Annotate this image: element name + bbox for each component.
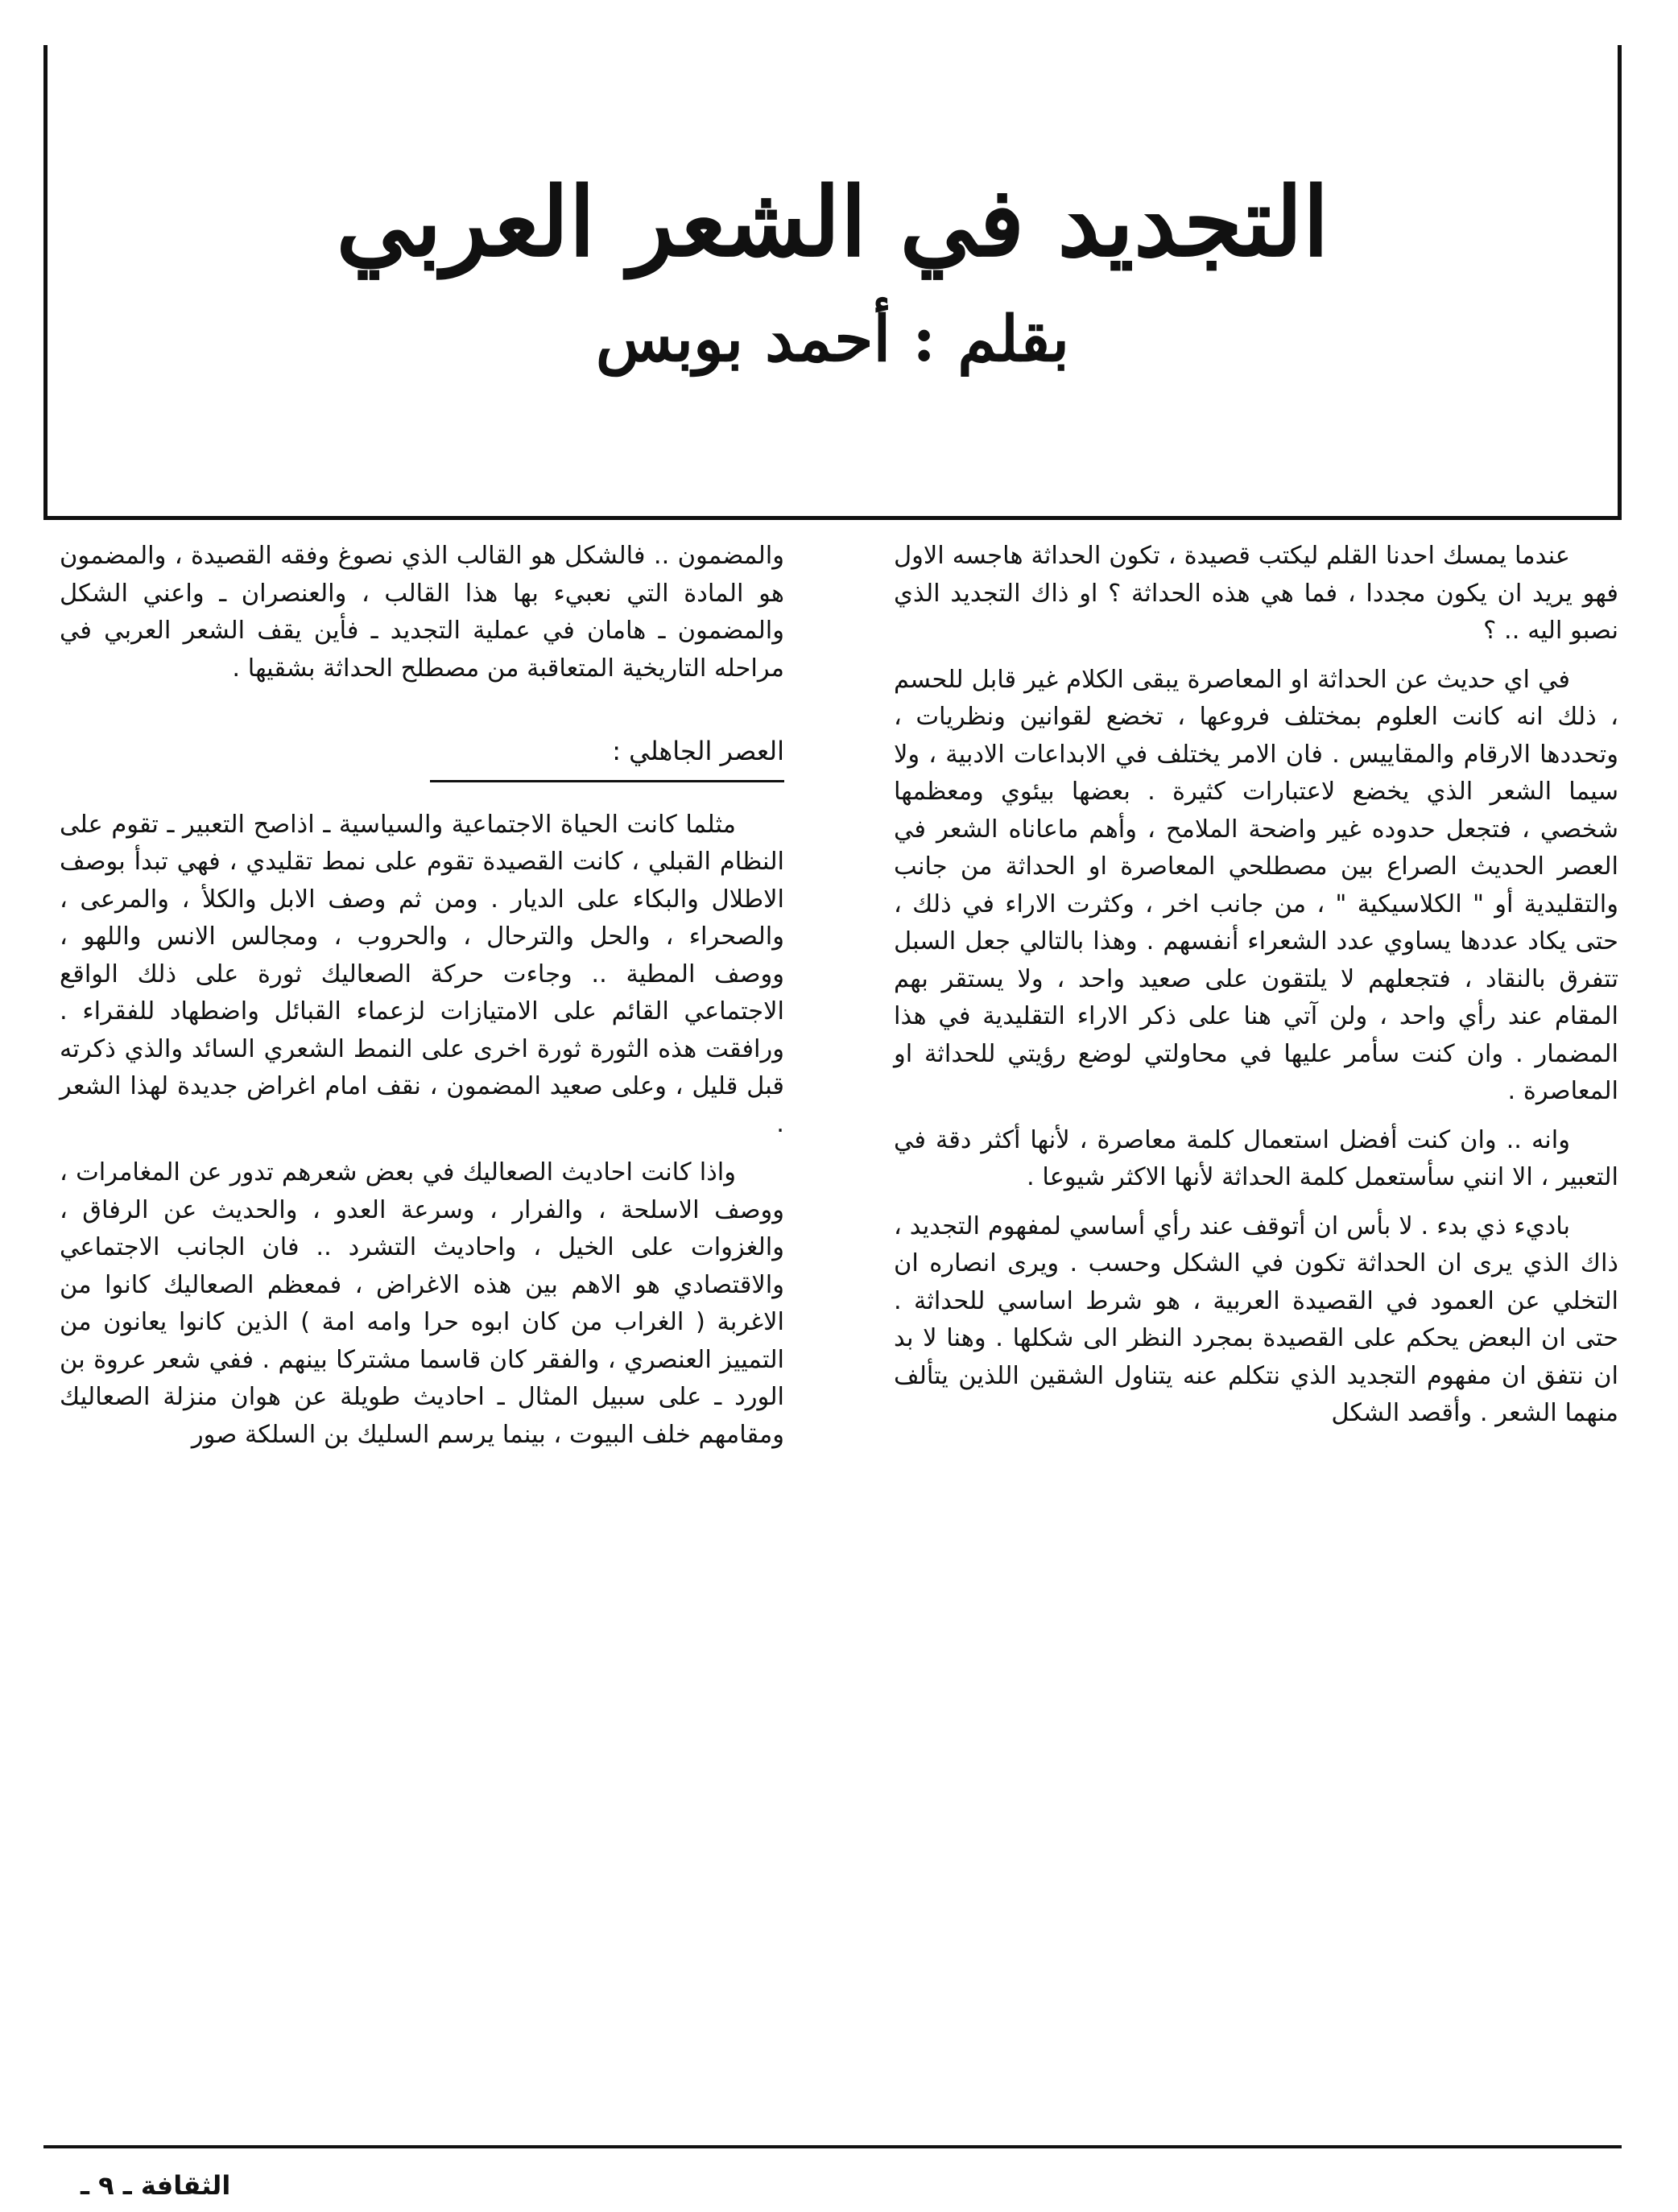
paragraph: مثلما كانت الحياة الاجتماعية والسياسية ـ اذاصح التعبير ـ تقوم على النظام القبلي ، كانت القصيدة تقوم على نمط تقليدي ، فهي تبدأ بوصف الاطلال والبكاء على الديار . ومن ثم وصف الابل والكلأ ، والمرعى ، والصحراء ، والحل والترحال ، والحروب ، ومجالس الانس واللهو ، ووصف المطية .. وجاءت حركة الصعاليك ثورة على ذلك الواقع الاجتماعي القائم على الامتيازات لزعماء القبائل واضطهاد للفقراء . ورافقت هذه الثورة ثورة اخرى على النمط الشعري السائد والذي ذكرته قبل قليل ، وعلى صعيد المضمون ، نقف امام اغراض جديدة لهذا الشعر .	[60, 810, 784, 1138]
paragraph: عندما يمسك احدنا القلم ليكتب قصيدة ، تكون الحداثة هاجسه الاول فهو يريد ان يكون مجددا ، فما هي هذه الحداثة ؟ او ذاك التجديد الذي نصبو اليه .. ؟	[894, 542, 1618, 645]
footer-rule	[43, 2145, 1622, 2148]
right-column	[894, 538, 1618, 1444]
paragraph: وانه .. وان كنت أفضل استعمال كلمة معاصرة ، لأنها أكثر دقة في التعبير ، الا انني سأستعمل كلمة الحداثة لأنها الاكثر شيوعا .	[894, 1125, 1618, 1191]
left-column	[60, 538, 784, 1465]
paragraph: باديء ذي بدء . لا بأس ان أتوقف عند رأي أساسي لمفهوم التجديد ، ذاك الذي يرى ان الحداثة تكون في الشكل وحسب . ويرى انصاره ان التخلي عن العمود في القصيدة العربية ، هو شرط اساسي للحداثة . حتى ان البعض يحكم على القصيدة بمجرد النظر الى شكلها . وهنا لا بد ان نتفق ان مفهوم التجديد الذي نتكلم عنه يتناول الشقين اللذين يتألف منهما الشعر . وأقصد الشكل	[894, 1211, 1618, 1427]
section-heading: العصر الجاهلي :	[430, 733, 784, 782]
paragraph: والمضمون .. فالشكل هو القالب الذي نصوغ وفقه القصيدة ، والمضمون هو المادة التي نعبيء بها هذا القالب ، والعنصران ـ واعني الشكل والمضمون ـ هامان في عملية التجديد ـ فأين يقف الشعر العربي في مراحله التاريخية المتعاقبة من مصطلح الحداثة بشقيها .	[60, 542, 784, 683]
page-folio: الثقافة ـ ٩ ـ	[81, 2170, 231, 2201]
article-title: التجديد في الشعر العربي	[336, 166, 1329, 278]
author-byline: بقلم : أحمد بوبس	[595, 303, 1070, 376]
title-frame	[43, 45, 1622, 520]
paragraph: في اي حديث عن الحداثة او المعاصرة يبقى الكلام غير قابل للحسم ، ذلك انه كانت العلوم بمختلف فروعها ، تخضع لقوانين ونظريات ، وتحددها الارقام والمقاييس . فان الامر يختلف في الابداعات الادبية ، ولا سيما الشعر الذي يخضع لاعتبارات كثيرة . بعضها بيئوي ومعظمها شخصي ، فتجعل حدوده غير واضحة الملامح ، وأهم ماعاناه الشعر في العصر الحديث الصراع بين مصطلحي المعاصرة او الحداثة من جانب والتقليدية أو " الكلاسيكية " ، من جانب اخر ، وكثرت الاراء في ذلك ، حتى يكاد عددها يساوي عدد الشعراء أنفسهم . وهذا بالتالي جعل السبل تتفرق بالنقاد ، فتجعلهم لا يلتقون على صعيد واحد ، ولا يستقر بهم المقام عند رأي واحد ، ولن آتي هنا على ذكر الاراء التقليدية في هذا المضمار . وان كنت سأمر عليها في محاولتي لوضع رؤيتي للحداثة او المعاصرة .	[894, 665, 1618, 1105]
paragraph: واذا كانت احاديث الصعاليك في بعض شعرهم تدور عن المغامرات ، ووصف الاسلحة ، والفرار ، وسرعة العدو ، والحديث عن الرفاق ، والغزوات على الخيل ، واحاديث التشرد .. فان الجانب الاجتماعي والاقتصادي هو الاهم بين هذه الاغراض ، فمعظم الصعاليك كانوا من الاغربة ( الغراب من كان ابوه حرا وامه امة ) الذين كانوا يعانون من التمييز العنصري ، والفقر كان قاسما مشتركا بينهم . ففي شعر عروة بن الورد ـ على سبيل المثال ـ احاديث طويلة عن هوان منزلة الصعاليك ومقامهم خلف البيوت ، بينما يرسم السليك بن السلكة صور	[60, 1158, 784, 1449]
